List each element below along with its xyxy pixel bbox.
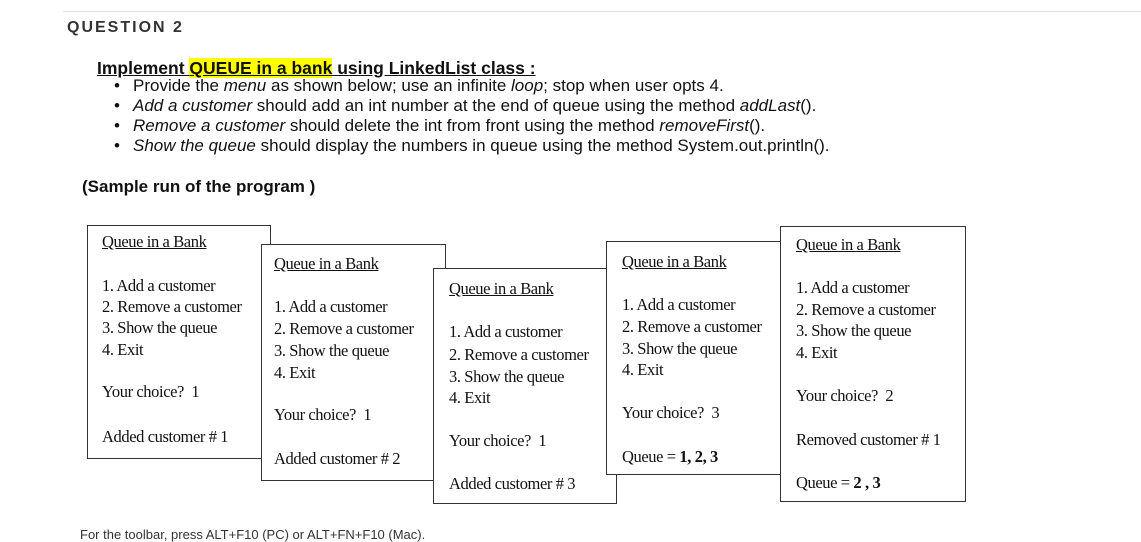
panel-title: Queue in a Bank [274, 254, 379, 273]
menu-item: 3. Show the queue [274, 341, 390, 360]
menu-item: 3. Show the queue [449, 367, 565, 386]
requirement-item: • Show the queue should display the numbers in queue using the method System.out.println(). [112, 136, 830, 156]
title-part-2: using LinkedList class : [332, 58, 536, 78]
menu-item: 2. Remove a customer [102, 297, 242, 316]
title-highlight: QUEUE in a bank [189, 58, 333, 78]
queue-line: Queue = 2 , 3 [796, 473, 881, 492]
result-line: Added customer # 3 [449, 474, 576, 493]
choice-line: Your choice? 3 [622, 403, 720, 422]
menu-item: 1. Add a customer [796, 278, 910, 297]
sample-panel-2 [261, 244, 446, 481]
menu-item: 2. Remove a customer [622, 317, 762, 336]
sample-panel-4 [606, 241, 782, 475]
queue-value: 1, 2, 3 [679, 447, 718, 466]
choice-line: Your choice? 2 [796, 386, 894, 405]
requirements-list [112, 76, 830, 156]
result-line: Removed customer # 1 [796, 430, 941, 449]
requirement-item: • Provide the menu as shown below; use an infinite loop; stop when user opts 4. [112, 76, 830, 96]
menu-item: 3. Show the queue [796, 321, 912, 340]
choice-line: Your choice? 1 [274, 405, 372, 424]
requirement-item: • Add a customer should add an int number at the end of queue using the method addLast(). [112, 96, 830, 116]
menu-item: 3. Show the queue [622, 339, 738, 358]
question-heading: QUESTION 2 [67, 19, 184, 36]
menu-item: 4. Exit [102, 340, 144, 359]
top-divider [63, 11, 1141, 12]
toolbar-hint: For the toolbar, press ALT+F10 (PC) or ALT+FN+F10 (Mac). [80, 527, 426, 542]
sample-panel-1 [87, 225, 271, 459]
sample-panel-3 [433, 268, 617, 504]
result-line: Added customer # 2 [274, 449, 401, 468]
panel-title: Queue in a Bank [449, 279, 554, 298]
result-line: Queue = 1, 2, 3 [622, 447, 718, 466]
sample-panel-5 [780, 226, 966, 502]
menu-item: 2. Remove a customer [274, 319, 414, 338]
menu-item: 1. Add a customer [274, 297, 388, 316]
menu-item: 1. Add a customer [622, 295, 736, 314]
result-line: Added customer # 1 [102, 427, 229, 446]
choice-line: Your choice? 1 [102, 382, 200, 401]
menu-item: 3. Show the queue [102, 318, 218, 337]
panel-title: Queue in a Bank [102, 232, 207, 251]
choice-line: Your choice? 1 [449, 431, 547, 450]
sample-run-heading: (Sample run of the program ) [82, 177, 316, 196]
menu-item: 4. Exit [622, 360, 664, 379]
menu-item: 1. Add a customer [449, 322, 563, 341]
panel-title: Queue in a Bank [796, 235, 901, 254]
title-part-1: Implement [97, 58, 190, 78]
menu-item: 2. Remove a customer [449, 345, 589, 364]
menu-item: 1. Add a customer [102, 276, 216, 295]
menu-item: 2. Remove a customer [796, 300, 936, 319]
queue-value: 2 , 3 [853, 473, 881, 492]
requirement-item: • Remove a customer should delete the int from front using the method removeFirst(). [112, 116, 830, 136]
panel-title: Queue in a Bank [622, 252, 727, 271]
menu-item: 4. Exit [274, 363, 316, 382]
menu-item: 4. Exit [449, 388, 491, 407]
menu-item: 4. Exit [796, 343, 838, 362]
